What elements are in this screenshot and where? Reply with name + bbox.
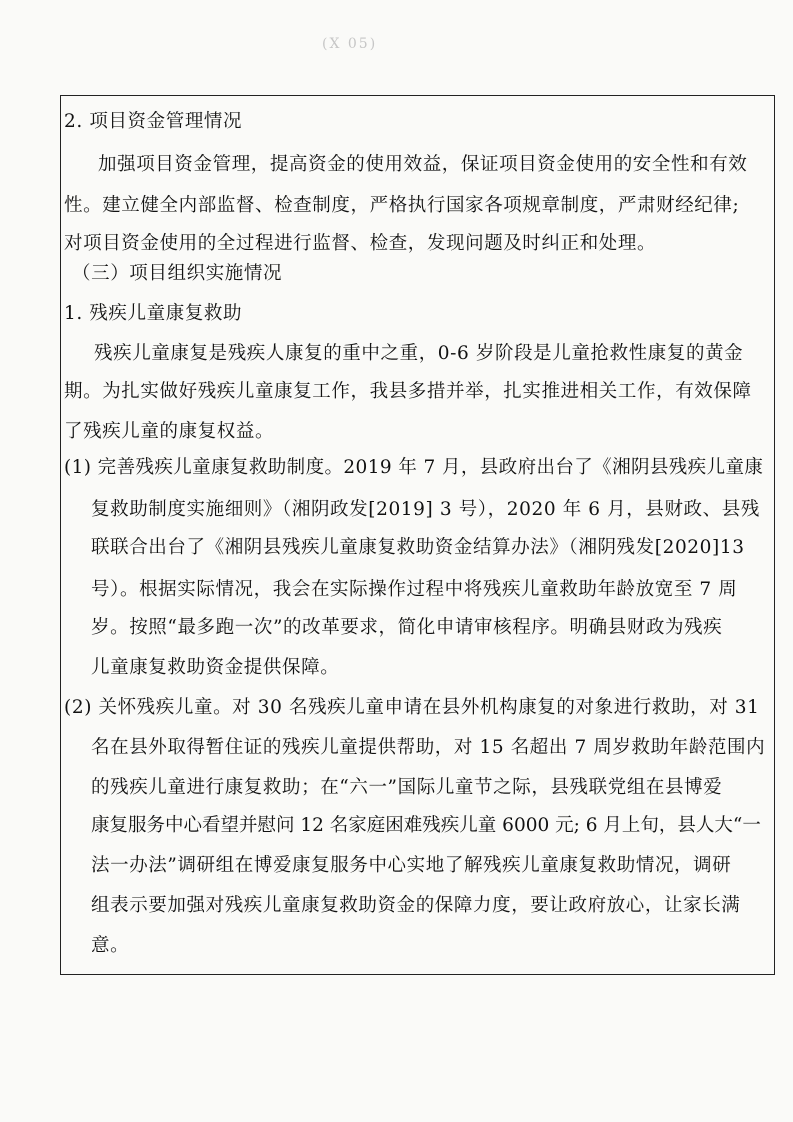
list-item-line: 岁。按照“最多跑一次”的改革要求，简化申请审核程序。明确县财政为残疾	[91, 617, 723, 638]
section-heading: 1. 残疾儿童康复救助	[64, 303, 243, 324]
list-item-line: 复救助制度实施细则》（湘阴政发[2019] 3 号），2020 年 6 月，县财政、县残	[91, 499, 760, 520]
paragraph-line: 期。为扎实做好残疾儿童康复工作，我县多措并举，扎实推进相关工作，有效保障	[64, 381, 752, 402]
list-item-line: 法一办法”调研组在博爱康复服务中心实地了解残疾儿童康复救助情况，调研	[91, 855, 732, 876]
content-frame	[60, 95, 775, 975]
paragraph-line: 性。建立健全内部监督、检查制度，严格执行国家各项规章制度，严肃财经纪律;	[64, 195, 740, 216]
list-item-line: 的残疾儿童进行康复救助；在“六一”国际儿童节之际，县残联党组在县博爱	[91, 777, 723, 798]
paragraph-line: 加强项目资金管理，提高资金的使用效益，保证项目资金使用的安全性和有效	[98, 154, 748, 175]
section-heading: 2. 项目资金管理情况	[64, 111, 243, 132]
list-item-line: 儿童康复救助资金提供保障。	[91, 657, 340, 678]
list-item-line: 组表示要加强对残疾儿童康复救助资金的保障力度，要让政府放心，让家长满	[91, 895, 741, 916]
list-item-line: (2) 关怀残疾儿童。对 30 名残疾儿童申请在县外机构康复的对象进行救助，对 31	[64, 697, 760, 718]
list-item-line: 康复服务中心看望并慰问 12 名家庭困难残疾儿童 6000 元; 6 月上旬，县人大“一	[91, 815, 761, 836]
paragraph-line: 了残疾儿童的康复权益。	[64, 421, 275, 442]
subsection-heading: （三）项目组织实施情况	[72, 263, 283, 284]
faded-page-mark: (X 05)	[322, 36, 378, 52]
list-item-line: 号）。根据实际情况，我会在实际操作过程中将残疾儿童救助年龄放宽至 7 周	[91, 579, 738, 600]
list-item-line: 意。	[91, 935, 130, 956]
paragraph-line: 残疾儿童康复是残疾人康复的重中之重，0-6 岁阶段是儿童抢救性康复的黄金	[94, 343, 744, 364]
list-item-line: 联联合出台了《湘阴县残疾儿童康复救助资金结算办法》（湘阴残发[2020]13	[91, 537, 745, 558]
list-item-line: (1) 完善残疾儿童康复救助制度。2019 年 7 月，县政府出台了《湘阴县残疾儿童康	[64, 457, 764, 478]
paragraph-line: 对项目资金使用的全过程进行监督、检查，发现问题及时纠正和处理。	[64, 233, 657, 254]
list-item-line: 名在县外取得暂住证的残疾儿童提供帮助，对 15 名超出 7 周岁救助年龄范围内	[91, 737, 766, 758]
